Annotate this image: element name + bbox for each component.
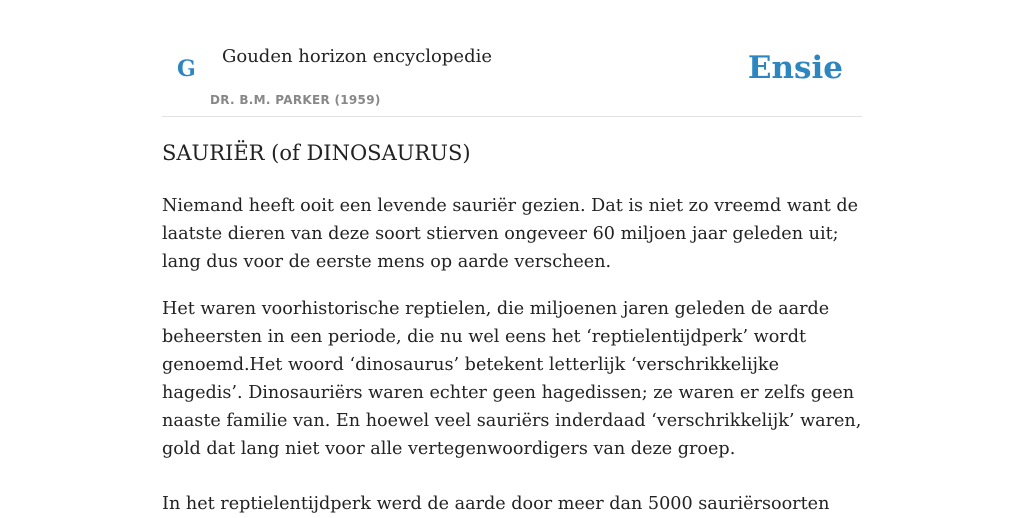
- article-paragraph-1: Niemand heeft ooit een levende sauriër gezien. Dat is niet zo vreemd want de laatste dieren van deze soort stierven ongeveer 60 miljoen jaar geleden uit; lang dus voor de eerste mens op aarde verscheen.: [162, 196, 859, 272]
- header: [162, 0, 862, 117]
- page-content: [162, 0, 862, 514]
- article-paragraph-2: Het waren voorhistorische reptielen, die miljoenen jaren geleden de aarde beheersten in een periode, die nu wel eens het ‘reptielentijdperk’ wordt genoemd.Het woord ‘dinosaurus’ betekent letterlijk ‘verschrikkelijke hagedis’. Dinosauriërs waren echter geen hagedissen; ze waren er zelfs geen naaste familie van. En hoewel veel sauriërs inderdaad ‘verschrikkelijk’ waren, gold dat lang niet voor alle vertegenwoordigers van deze groep.: [162, 299, 862, 459]
- article-paragraph-3: In het reptielentijdperk werd de aarde door meer dan 5000 sauriërsoorten: [162, 494, 830, 514]
- book-logo-icon[interactable]: G: [177, 56, 196, 82]
- page-title: SAURIËR (of DINOSAURUS): [162, 141, 471, 165]
- brand-logo[interactable]: Ensie: [747, 50, 843, 86]
- book-author: DR. B.M. PARKER (1959): [210, 93, 381, 107]
- book-title[interactable]: Gouden horizon encyclopedie: [222, 46, 492, 67]
